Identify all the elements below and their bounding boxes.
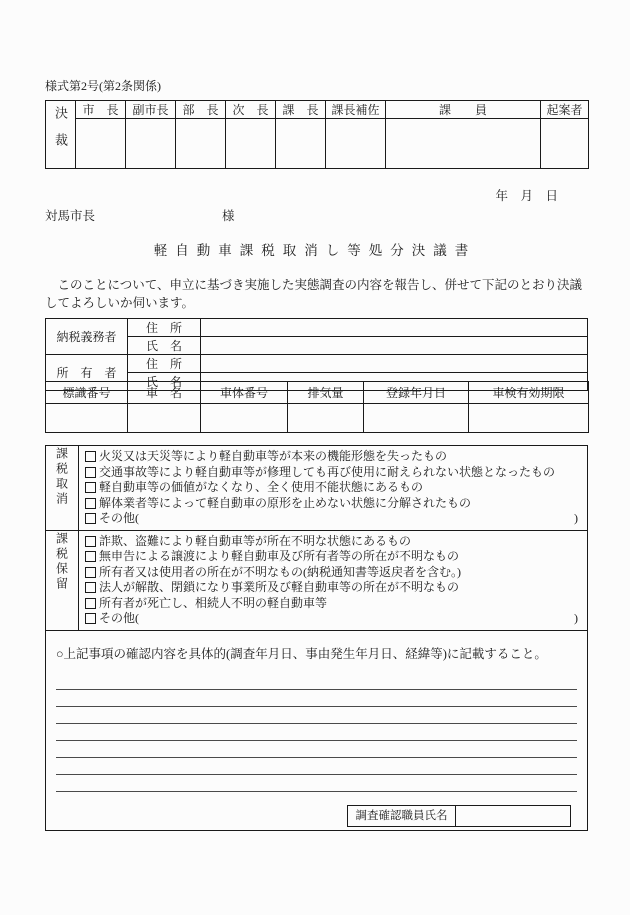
approval-signature-cell [126, 119, 176, 169]
checkbox-line [85, 449, 578, 465]
checkbox-icon [85, 536, 96, 547]
approval-column-header: 市 長 [76, 101, 126, 119]
document-title: 軽自動車課税取消し等処分決議書 [153, 243, 477, 258]
approval-table [45, 100, 589, 169]
vehicle-table [45, 381, 589, 433]
approval-signature-cell [541, 119, 589, 169]
approval-column-header: 課 員 [386, 101, 541, 119]
section-label-cancellation: 課税取消 [46, 446, 79, 531]
section-items-suspension [79, 530, 588, 630]
approval-signature-row [46, 119, 589, 169]
checkbox-line [85, 465, 578, 481]
checkbox-line [85, 534, 578, 550]
notes-cell [46, 630, 588, 830]
checkbox-icon [85, 582, 96, 593]
owner-address-value [201, 355, 588, 373]
approval-signature-cell [276, 119, 326, 169]
vehicle-value-cell [128, 404, 201, 433]
approval-column-header: 部 長 [176, 101, 226, 119]
checkbox-icon [85, 467, 96, 478]
section-items-cancellation [79, 446, 588, 531]
approval-corner-label: 決裁 [46, 101, 76, 169]
section-label-suspension: 課税保留 [46, 530, 79, 630]
section-row-suspension [46, 530, 588, 630]
vehicle-column-header: 標識番号 [46, 382, 128, 404]
field-label-address: 住 所 [128, 319, 201, 337]
writing-line [56, 741, 577, 758]
checkbox-label: その他( [99, 611, 139, 625]
vehicle-value-cell [46, 404, 128, 433]
checkbox-line [85, 496, 578, 512]
taxpayer-name-value [201, 337, 588, 355]
party-label-owner: 所 有 者 [46, 355, 128, 391]
writing-line [56, 758, 577, 775]
checkbox-label: 解体業者等によって軽自動車の原形を止めない状態に分解されたもの [99, 495, 472, 510]
checkbox-label: 所有者が死亡し、相続人不明の軽自動車等 [99, 595, 328, 610]
vehicle-column-header: 車検有効期限 [469, 382, 589, 404]
writing-line [56, 690, 577, 707]
vehicle-value-cell [201, 404, 288, 433]
checkbox-label: 法人が解散、閉鎖になり事業所及び軽自動車等の所在が不明なもの [99, 580, 460, 594]
vehicle-column-header: 登録年月日 [364, 382, 469, 404]
checkbox-icon [85, 498, 96, 509]
checkbox-icon [85, 513, 96, 524]
checkbox-line [85, 596, 578, 612]
resolution-table [45, 445, 588, 831]
checkbox-label: その他( [99, 511, 139, 525]
approval-signature-cell [76, 119, 126, 169]
form-number: 様式第2号(第2条関係) [45, 79, 161, 93]
checkbox-line [85, 580, 578, 596]
addressee-honorific: 様 [222, 209, 235, 223]
table-row [348, 805, 571, 826]
writing-line [56, 673, 577, 690]
approval-signature-cell [176, 119, 226, 169]
checkbox-line [85, 565, 578, 581]
field-label-name: 氏 名 [128, 373, 201, 391]
approval-column-header: 課 長 [276, 101, 326, 119]
checkbox-icon [85, 613, 96, 624]
taxpayer-address-value [201, 319, 588, 337]
closing-paren: ) [574, 511, 578, 525]
vehicle-column-header: 車体番号 [201, 382, 288, 404]
writing-line [56, 724, 577, 741]
checkbox-icon [85, 551, 96, 562]
party-label-taxpayer: 納税義務者 [46, 319, 128, 355]
checkbox-icon [85, 482, 96, 493]
checkbox-line [85, 511, 578, 527]
checkbox-label: 所有者又は使用者の所在が不明なもの(納税通知書等返戻者を含む。) [99, 564, 461, 579]
notes-instruction: ○上記事項の確認内容を具体的(調査年月日、事由発生年月日、経緯等)に記載すること。 [56, 646, 547, 661]
checkbox-line [85, 549, 578, 565]
date-line: 年 月 日 [495, 189, 558, 203]
closing-paren: ) [574, 611, 578, 625]
checkbox-label: 詐欺、盗難により軽自動車等が所在不明な状態にあるもの [99, 533, 412, 548]
addressee: 対馬市長 [45, 209, 96, 223]
table-row [46, 355, 588, 373]
vehicle-column-header: 排気量 [288, 382, 364, 404]
checkbox-label: 軽自動車等の価値がなくなり、全く使用不能状態にあるもの [99, 480, 424, 494]
vehicle-column-header: 車 名 [128, 382, 201, 404]
vehicle-value-cell [469, 404, 589, 433]
field-label-address: 住 所 [128, 355, 201, 373]
body-paragraph: このことについて、申立に基づき実施した実態調査の内容を報告し、併せて下記のとおり決議してよろしいか伺います。 [45, 278, 583, 310]
approval-header-row [46, 101, 589, 119]
writing-line [56, 775, 577, 792]
approval-column-header: 課長補佐 [326, 101, 386, 119]
staff-name-table [347, 805, 571, 827]
staff-name-value [456, 805, 571, 826]
notes-row [46, 630, 588, 830]
approval-column-header: 副市長 [126, 101, 176, 119]
table-row [46, 337, 588, 355]
vehicle-value-row [46, 404, 589, 433]
staff-name-label: 調査確認職員氏名 [348, 805, 456, 826]
vehicle-value-cell [288, 404, 364, 433]
field-label-name: 氏 名 [128, 337, 201, 355]
checkbox-icon [85, 451, 96, 462]
checkbox-line [85, 611, 578, 627]
checkbox-label: 火災又は天災等により軽自動車等が本来の機能形態を失ったもの [99, 449, 448, 463]
writing-lines [56, 673, 577, 792]
approval-signature-cell [326, 119, 386, 169]
checkbox-label: 交通事故等により軽自動車等が修理しても再び使用に耐えられない状態となったもの [99, 464, 556, 479]
checkbox-line [85, 480, 578, 496]
approval-signature-cell [226, 119, 276, 169]
section-row-cancellation [46, 446, 588, 531]
approval-column-header: 起案者 [541, 101, 589, 119]
checkbox-icon [85, 598, 96, 609]
checkbox-label: 無申告による譲渡により軽自動車及び所有者等の所在が不明なもの [99, 549, 460, 563]
approval-column-header: 次 長 [226, 101, 276, 119]
writing-line [56, 707, 577, 724]
vehicle-value-cell [364, 404, 469, 433]
addressee-line [45, 206, 235, 224]
table-row [46, 319, 588, 337]
checkbox-icon [85, 567, 96, 578]
approval-signature-cell [386, 119, 541, 169]
vehicle-header-row [46, 382, 589, 404]
